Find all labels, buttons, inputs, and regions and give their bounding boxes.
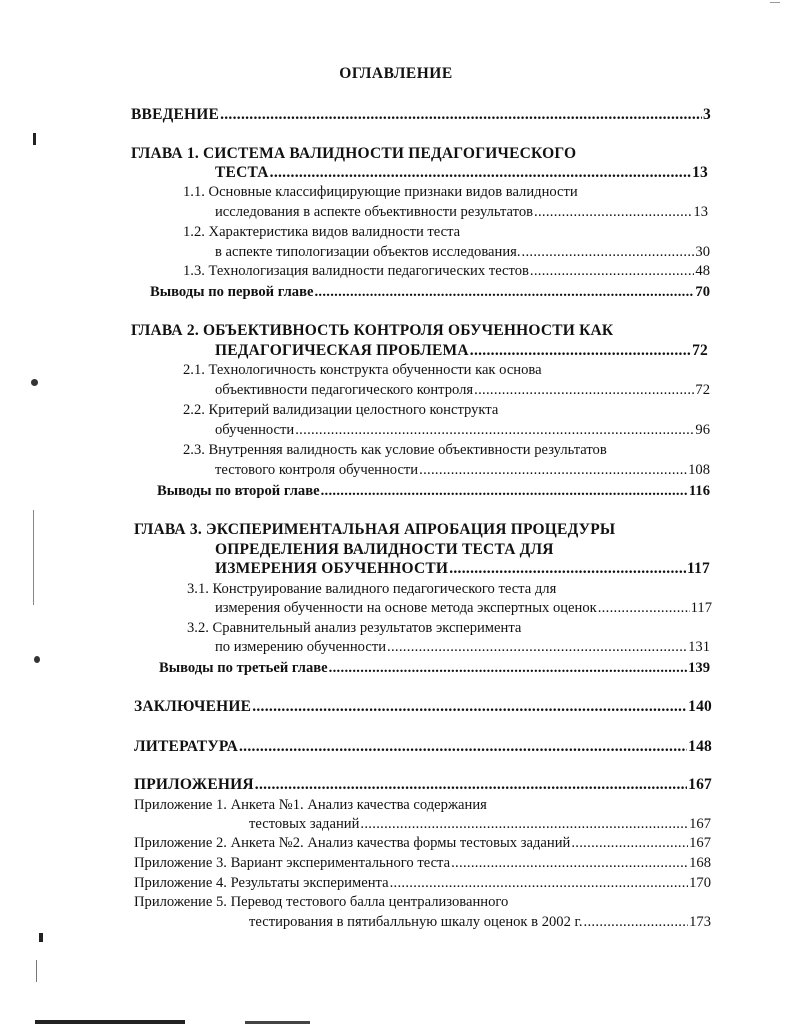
toc-page-number: 117 [690,600,712,616]
toc-entry-label: ИЗМЕРЕНИЯ ОБУЧЕННОСТИ [215,560,449,577]
toc-leader [530,262,695,280]
toc-leader [314,283,694,301]
toc-page-number: 70 [695,284,710,300]
toc-page-number: 168 [689,855,711,871]
toc-page-number: 140 [688,698,712,715]
toc-entry-label: тестовых заданий [249,816,360,832]
toc-page-number: 173 [689,914,711,930]
page-title: ОГЛАВЛЕНИЕ [339,65,453,82]
toc-entry-label: исследования в аспекте объективности результатов [215,204,534,220]
section-2-2-title: 2.2. Критерий валидизации целостного конструкта [183,402,499,418]
toc-leader [270,164,691,182]
chapter-2-title: ГЛАВА 2. ОБЪЕКТИВНОСТЬ КОНТРОЛЯ ОБУЧЕННОСТИ КАК [131,322,614,339]
toc-page-number: 108 [688,462,710,478]
toc-page-number: 167 [689,835,711,851]
toc-page-number: 117 [687,560,710,577]
toc-leader [470,342,691,360]
toc-page-number: 13 [693,204,708,220]
scan-artifact [33,510,34,605]
toc-entry-chapter-3-conclusion[interactable] [159,659,710,677]
toc-page-number: 72 [692,342,708,359]
toc-entry-label: ПРИЛОЖЕНИЯ [134,776,254,793]
toc-leader [474,381,694,399]
section-2-3-title: 2.3. Внутренняя валидность как условие объективности результатов [183,442,607,458]
toc-entry-chapter-3[interactable] [215,560,710,578]
toc-page-number: 116 [688,483,710,499]
toc-entry-section-1-3[interactable] [183,262,710,280]
toc-entry-label: в аспекте типологизации объектов исследования. [215,244,521,260]
toc-entry-chapter-2-conclusion[interactable] [157,482,710,500]
toc-entry-section-1-1[interactable] [215,203,708,221]
toc-entry-label: Приложение 3. Вариант экспериментального теста [134,855,451,871]
chapter-3-title-line-2: ОПРЕДЕЛЕНИЯ ВАЛИДНОСТИ ТЕСТА ДЛЯ [215,541,554,558]
toc-page-number: 148 [688,738,712,755]
scan-artifact [33,133,36,145]
toc-page-number: 72 [695,382,710,398]
section-3-1-title: 3.1. Конструирование валидного педагогического теста для [187,581,557,597]
toc-entry-label: ЗАКЛЮЧЕНИЕ [134,698,252,715]
toc-entry-label: 1.3. Технологизация валидности педагогических тестов [183,263,529,279]
section-3-2-title: 3.2. Сравнительный анализ результатов эксперимента [187,620,522,636]
toc-leader [329,659,687,677]
toc-page-number: 48 [695,263,710,279]
toc-page-number: 167 [689,816,711,832]
toc-entry-label: Выводы по первой главе [150,284,314,300]
toc-entry-label: Выводы по второй главе [157,483,320,499]
chapter-1-title: ГЛАВА 1. СИСТЕМА ВАЛИДНОСТИ ПЕДАГОГИЧЕСКОГО [131,145,577,162]
toc-entry-label: объективности педагогического контроля [215,382,474,398]
toc-entry-section-2-3[interactable] [215,461,710,479]
toc-page-number: 3 [703,106,711,123]
toc-entry-label: тестирования в пятибалльную шкалу оценок в 2002 г. [249,914,583,930]
scan-artifact [31,379,38,386]
toc-page-number: 139 [688,660,710,676]
toc-leader [449,560,686,578]
section-1-1-title: 1.1. Основные классифицирующие признаки видов валидности [183,184,578,200]
toc-entry-section-2-1[interactable] [215,381,710,399]
toc-page-number: 131 [688,639,710,655]
scan-artifact [36,960,37,982]
toc-page-number: 30 [695,244,710,260]
toc-entry-label: Приложение 2. Анкета №2. Анализ качества формы тестовых заданий [134,835,571,851]
toc-page-number: 170 [689,875,711,891]
toc-page-number: 13 [692,164,708,181]
toc-leader [390,874,689,892]
toc-entry-appendix-2[interactable] [134,834,711,852]
toc-entry-chapter-2[interactable] [215,342,708,360]
toc-entry-label: обученности [215,422,295,438]
section-2-1-title: 2.1. Технологичность конструкта обученности как основа [183,362,542,378]
toc-entry-section-2-2[interactable] [215,421,710,439]
toc-entry-label: Приложение 4. Результаты эксперимента [134,875,389,891]
section-1-2-title: 1.2. Характеристика видов валидности теста [183,224,461,240]
toc-leader [220,106,702,124]
scan-artifact [39,933,43,942]
toc-leader [360,815,688,833]
toc-leader [419,461,687,479]
toc-entry-intro[interactable] [131,106,711,124]
toc-page-number: 167 [688,776,712,793]
toc-entry-appendices[interactable] [134,776,712,794]
toc-leader [522,243,695,261]
toc-leader [571,834,688,852]
toc-page-number: 96 [695,422,710,438]
chapter-3-title: ГЛАВА 3. ЭКСПЕРИМЕНТАЛЬНАЯ АПРОБАЦИЯ ПРОЦЕДУРЫ [134,521,616,538]
toc-leader [534,203,692,221]
scan-artifact [35,1020,185,1024]
toc-entry-appendix-4[interactable] [134,874,711,892]
toc-leader [239,738,687,756]
toc-entry-appendix-3[interactable] [134,854,711,872]
toc-leader [295,421,694,439]
toc-entry-section-3-2[interactable] [215,638,710,656]
toc-leader [451,854,688,872]
toc-entry-label: ЛИТЕРАТУРА [134,738,238,755]
toc-entry-label: Выводы по третьей главе [159,660,328,676]
appendix-5-title: Приложение 5. Перевод тестового балла централизованного [134,894,509,910]
toc-entry-label: измерения обученности на основе метода экспертных оценок [215,600,597,616]
toc-entry-label: ПЕДАГОГИЧЕСКАЯ ПРОБЛЕМА [215,342,469,359]
toc-entry-chapter-1-conclusion[interactable] [150,283,710,301]
toc-entry-appendix-5[interactable] [249,913,711,931]
scan-artifact [770,2,780,3]
toc-entry-label: ВВЕДЕНИЕ [131,106,220,123]
toc-leader [598,599,690,617]
appendix-1-title: Приложение 1. Анкета №1. Анализ качества содержания [134,797,487,813]
toc-leader [387,638,687,656]
toc-entry-appendix-1[interactable] [249,815,711,833]
toc-leader [584,913,689,931]
toc-entry-label: ТЕСТА [215,164,269,181]
toc-entry-literature[interactable] [134,738,712,756]
scan-artifact [34,656,40,663]
toc-entry-conclusion[interactable] [134,698,712,716]
toc-leader [255,776,687,794]
toc-entry-section-3-1[interactable] [215,599,712,617]
toc-leader [252,698,687,716]
toc-leader [321,482,688,500]
toc-entry-section-1-2[interactable] [215,243,710,261]
toc-entry-label: тестового контроля обученности [215,462,419,478]
toc-entry-label: по измерению обученности [215,639,387,655]
toc-entry-chapter-1[interactable] [215,164,708,182]
